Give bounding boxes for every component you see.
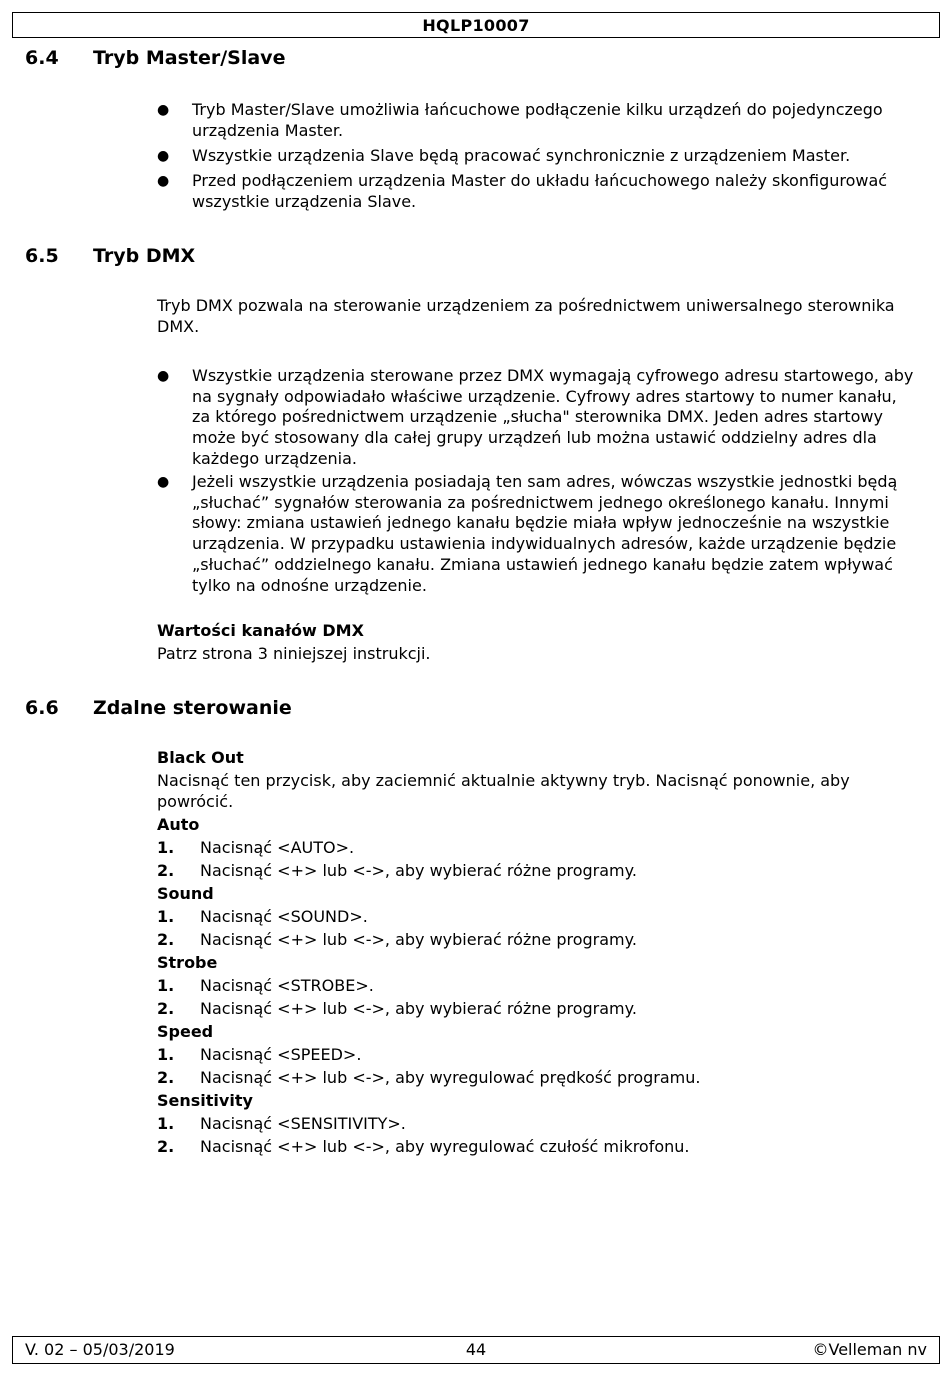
- step-number: 2.: [157, 999, 175, 1018]
- footer-copyright: ©Velleman nv: [812, 1340, 927, 1359]
- step-text: Nacisnąć <SOUND>.: [200, 907, 368, 926]
- step-number: 1.: [157, 976, 175, 995]
- step-number: 1.: [157, 1114, 175, 1133]
- bullet-icon: ●: [157, 102, 170, 118]
- step-number: 2.: [157, 930, 175, 949]
- footer-version: V. 02 – 05/03/2019: [25, 1340, 175, 1359]
- bullet-icon: ●: [157, 474, 170, 490]
- step-text: Nacisnąć <+> lub <->, aby wyregulować prędkość programu.: [200, 1068, 701, 1087]
- document-code: HQLP10007: [422, 16, 530, 35]
- bullet-icon: ●: [157, 173, 170, 189]
- section-title: Tryb DMX: [93, 245, 196, 267]
- step-text: Nacisnąć <+> lub <->, aby wybierać różne programy.: [200, 999, 637, 1018]
- bullet-text: Wszystkie urządzenia Slave będą pracować synchronicznie z urządzeniem Master.: [192, 146, 851, 165]
- step-text: Nacisnąć <+> lub <->, aby wybierać różne programy.: [200, 861, 637, 880]
- sound-heading: Sound: [157, 884, 214, 903]
- bullet-item: [157, 146, 917, 167]
- bullet-icon: ●: [157, 368, 170, 384]
- bullet-item: [157, 171, 917, 213]
- section-number: 6.6: [25, 697, 59, 719]
- page-footer: [12, 1336, 940, 1364]
- bullet-text: Wszystkie urządzenia sterowane przez DMX wymagają cyfrowego adresu startowego, aby na sygnały odpowiadało właściwe urządzenie. Cyfrowy adres startowy to numer kanału, za którego pośrednictwem urządzenie „słucha" sterownika DMX. Jeden adres startowy może być stosowany dla całej grupy urządzeń lub można ustawić oddzielny adres dla każdego urządzenia.: [192, 366, 914, 468]
- sensitivity-heading: Sensitivity: [157, 1091, 253, 1110]
- section-heading-6-4: [25, 46, 285, 70]
- bullet-icon: ●: [157, 148, 170, 164]
- section-title: Zdalne sterowanie: [93, 697, 292, 719]
- dmx-values-text: Patrz strona 3 niniejszej instrukcji.: [157, 644, 431, 663]
- blackout-text: Nacisnąć ten przycisk, aby zaciemnić aktualnie aktywny tryb. Nacisnąć ponownie, aby powrócić.: [157, 771, 850, 811]
- step-number: 1.: [157, 838, 175, 857]
- page-header: [12, 12, 940, 38]
- speed-heading: Speed: [157, 1022, 214, 1041]
- bullet-text: Jeżeli wszystkie urządzenia posiadają ten sam adres, wówczas wszystkie jednostki będą „słuchać” sygnałów sterowania za pośrednictwem jednego określonego kanału. Innymi słowy: zmiana ustawień jednego kanału będzie miała wpływ jednocześnie na wszystkie urządzenia. W przypadku ustawienia indywidualnych adresów, każde urządzenie będzie „słuchać” oddzielnego kanału. Zmiana ustawień jednego kanału będzie zatem wpływać tylko na odnośne urządzenie.: [192, 472, 898, 595]
- blackout-heading: Black Out: [157, 748, 244, 767]
- bullet-item: [157, 472, 917, 596]
- bullet-item: [157, 366, 917, 470]
- step-text: Nacisnąć <+> lub <->, aby wyregulować czułość mikrofonu.: [200, 1137, 690, 1156]
- step-number: 1.: [157, 907, 175, 926]
- strobe-heading: Strobe: [157, 953, 218, 972]
- bullet-text: Tryb Master/Slave umożliwia łańcuchowe podłączenie kilku urządzeń do pojedynczego urządzenia Master.: [192, 100, 883, 140]
- bullet-text: Przed podłączeniem urządzenia Master do układu łańcuchowego należy skonfigurować wszystkie urządzenia Slave.: [192, 171, 888, 211]
- section-title: Tryb Master/Slave: [93, 47, 286, 69]
- section-heading-6-5: [25, 244, 195, 268]
- step-text: Nacisnąć <SPEED>.: [200, 1045, 362, 1064]
- step-text: Nacisnąć <STROBE>.: [200, 976, 374, 995]
- step-text: Nacisnąć <SENSITIVITY>.: [200, 1114, 406, 1133]
- step-number: 2.: [157, 1068, 175, 1087]
- dmx-values-heading: Wartości kanałów DMX: [157, 621, 364, 640]
- dmx-intro: Tryb DMX pozwala na sterowanie urządzeniem za pośrednictwem uniwersalnego sterownika DMX.: [157, 296, 895, 336]
- footer-page-number: 44: [465, 1340, 487, 1359]
- step-number: 1.: [157, 1045, 175, 1064]
- section-heading-6-6: [25, 696, 292, 720]
- step-text: Nacisnąć <AUTO>.: [200, 838, 355, 857]
- section-number: 6.4: [25, 47, 59, 69]
- step-number: 2.: [157, 861, 175, 880]
- step-text: Nacisnąć <+> lub <->, aby wybierać różne programy.: [200, 930, 637, 949]
- step-number: 2.: [157, 1137, 175, 1156]
- auto-heading: Auto: [157, 815, 200, 834]
- section-number: 6.5: [25, 245, 59, 267]
- bullet-item: [157, 100, 917, 142]
